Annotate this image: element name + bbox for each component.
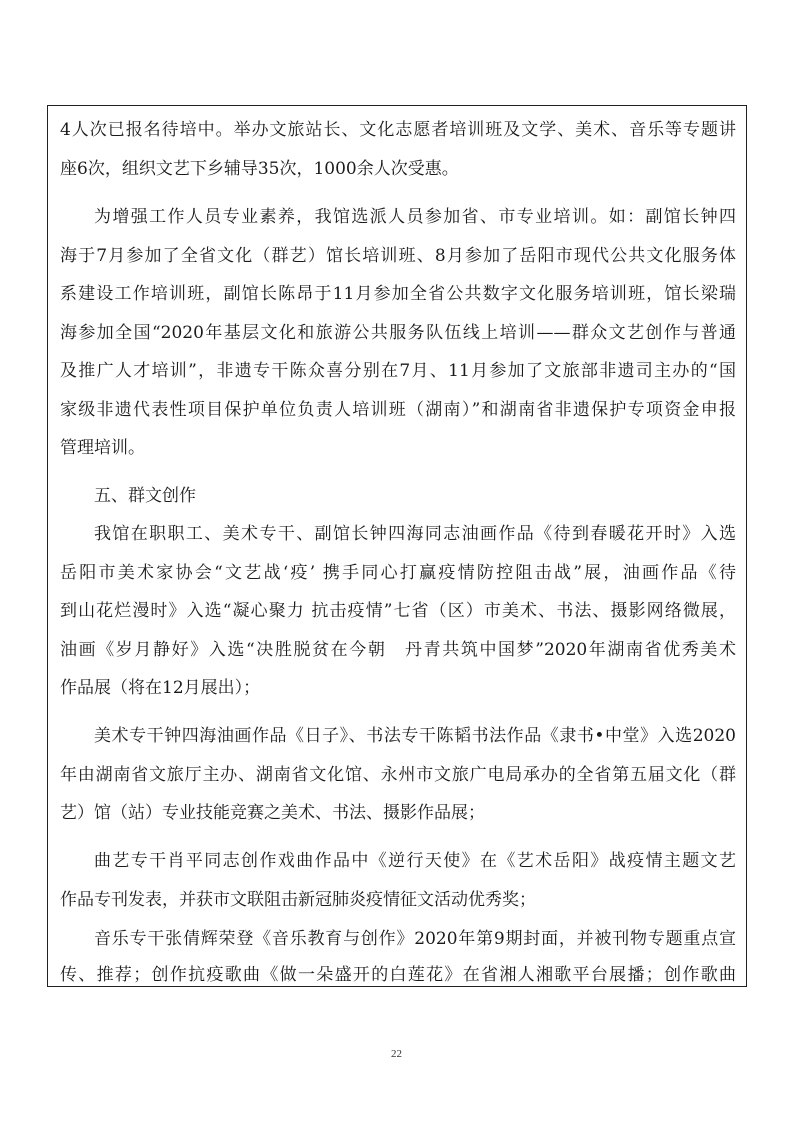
text-line: 海参加全国“2020年基层文化和旅游公共服务队伍线上培训——群众文艺创作与普通 (60, 323, 736, 343)
section-heading: 五、群文创作 (94, 486, 196, 506)
text-line: 及推广人才培训”，非遗专干陈众喜分别在7月、11月参加了文旅部非遗司主办的“国 (60, 361, 736, 381)
text-line: 美术专干钟四海油画作品《日子》、书法专干陈韬书法作品《隶书•中堂》入选2020 (94, 726, 736, 746)
text-line: 传、推荐；创作抗疫歌曲《做一朵盛开的白莲花》在省湘人湘歌平台展播；创作歌曲 (60, 965, 736, 985)
text-line: 海于7月参加了全省文化（群艺）馆长培训班、8月参加了岳阳市现代公共文化服务体 (60, 246, 736, 266)
text-line: 座6次，组织文艺下乡辅导35次，1000余人次受惠。 (60, 159, 459, 179)
text-line: 管理培训。 (60, 438, 145, 458)
text-line: 作品专刊发表，并获市文联阻击新冠肺炎疫情征文活动优秀奖； (60, 890, 536, 910)
text-line: 家级非遗代表性项目保护单位负责人培训班（湖南）”和湖南省非遗保护专项资金申报 (60, 400, 736, 420)
text-line: 岳阳市美术家协会“文艺战‘疫’ 携手同心打赢疫情防控阻击战”展，油画作品《待 (60, 563, 736, 583)
text-line: 我馆在职职工、美术专干、副馆长钟四海同志油画作品《待到春暖花开时》入选 (94, 524, 736, 544)
text-line: 艺）馆（站）专业技能竞赛之美术、书法、摄影作品展； (60, 803, 485, 823)
text-line: 年由湖南省文旅厅主办、湖南省文化馆、永州市文旅广电局承办的全省第五届文化（群 (60, 765, 736, 785)
text-line: 作品展（将在12月展出）； (60, 678, 261, 698)
page-number: 22 (391, 1048, 402, 1060)
text-line: 曲艺专干肖平同志创作戏曲作品中《逆行天使》在《艺术岳阳》战疫情主题文艺 (94, 851, 736, 871)
text-line: 油画《岁月静好》入选“决胜脱贫在今朝 丹青共筑中国梦”2020年湖南省优秀美术 (60, 640, 736, 660)
text-line: 4人次已报名待培中。举办文旅站长、文化志愿者培训班及文学、美术、音乐等专题讲 (60, 120, 736, 140)
text-line: 音乐专干张倩辉荣登《音乐教育与创作》2020年第9期封面，并被刊物专题重点宣 (94, 929, 736, 949)
content-frame (47, 105, 747, 987)
text-line: 到山花烂漫时》入选“凝心聚力 抗击疫情”七省（区）市美术、书法、摄影网络微展， (60, 601, 736, 621)
text-line: 为增强工作人员专业素养，我馆选派人员参加省、市专业培训。如：副馆长钟四 (94, 207, 736, 227)
text-line: 系建设工作培训班，副馆长陈昂于11月参加全省公共数字文化服务培训班，馆长梁瑞 (60, 284, 736, 304)
